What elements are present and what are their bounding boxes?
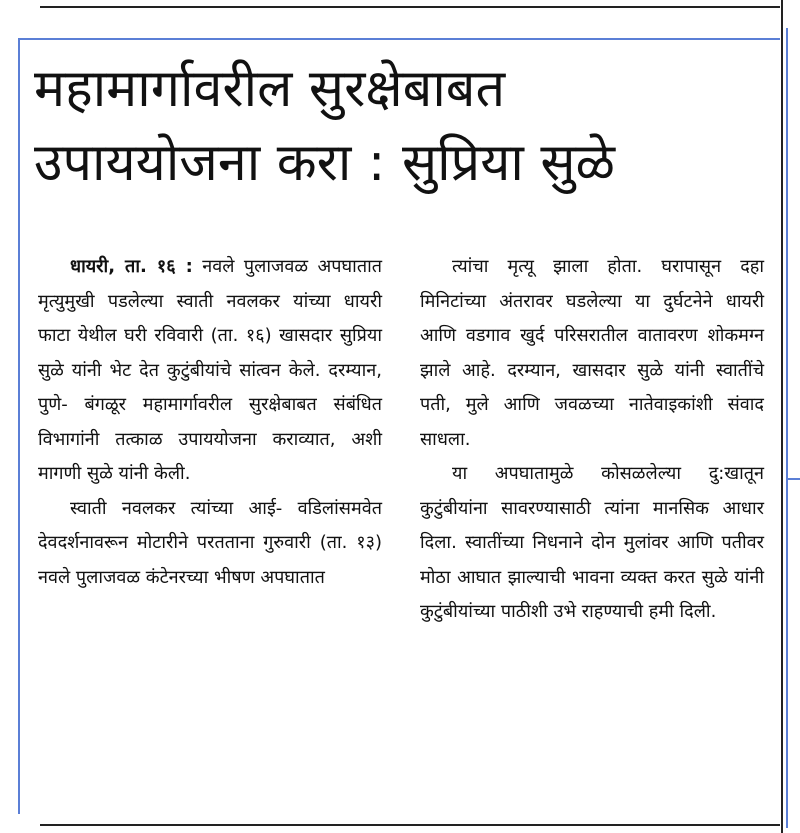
headline-line-2: उपाययोजना करा : सुप्रिया सुळे xyxy=(34,133,616,193)
article-body xyxy=(38,250,778,810)
paragraph-2: स्वाती नवलकर त्यांच्या आई- वडिलांसमवेत देवदर्शनावरून मोटारीने परतताना गुरुवारी (ता. १३) नवले पुलाजवळ कंटेनरच्या भीषण अपघातात xyxy=(38,497,382,588)
paragraph-3: त्यांचा मृत्यू झाला होता. घरापासून दहा मिनिटांच्या अंतरावर घडलेल्या या दुर्घटनेने धायरी आणि वडगाव खुर्द परिसरातील वातावरण शोकमग्न झाले आहे. दरम्यान, खासदार सुळे यांनी स्वातींचे पती, मुले आणि जवळच्या नातेवाइकांशी संवाद साधला. xyxy=(420,256,764,450)
article-headline xyxy=(34,52,774,200)
paragraph-1-text: नवले पुलाजवळ अपघातात मृत्युमुखी पडलेल्या स्वाती नवलकर यांच्या धायरी फाटा येथील घरी रविवारी (ता. १६) खासदार सुप्रिया सुळे यांनी भेट देत कुटुंबीयांचे सांत्वन केले. दरम्यान, पुणे- बंगळूर महामार्गावरील सुरक्षेबाबत संबंधित विभागांनी तत्काळ उपाययोजना कराव्यात, अशी मागणी सुळे यांनी केली. xyxy=(38,256,382,484)
headline-line-1: महामार्गावरील सुरक्षेबाबत xyxy=(34,59,506,119)
article-column-left xyxy=(38,250,382,595)
paragraph-4: या अपघातामुळे कोसळलेल्या दु:खातून कुटुंबीयांना सावरण्यासाठी त्यांना मानसिक आधार दिला. स्वातींच्या निधनाने दोन मुलांवर आणि पतीवर मोठा आघात झाल्याची भावना व्यक्त करत सुळे यांनी कुटुंबीयांच्या पाठीशी उभे राहण्याची हमी दिली. xyxy=(420,463,764,622)
paragraph-1 xyxy=(38,250,382,492)
selection-tick xyxy=(786,478,800,480)
top-rule xyxy=(40,6,780,8)
bottom-rule xyxy=(40,824,780,826)
dateline: धायरी, ता. १६ : xyxy=(70,256,193,277)
selection-edge xyxy=(786,28,788,828)
right-edge-line xyxy=(781,0,783,833)
article-column-right xyxy=(420,250,764,630)
